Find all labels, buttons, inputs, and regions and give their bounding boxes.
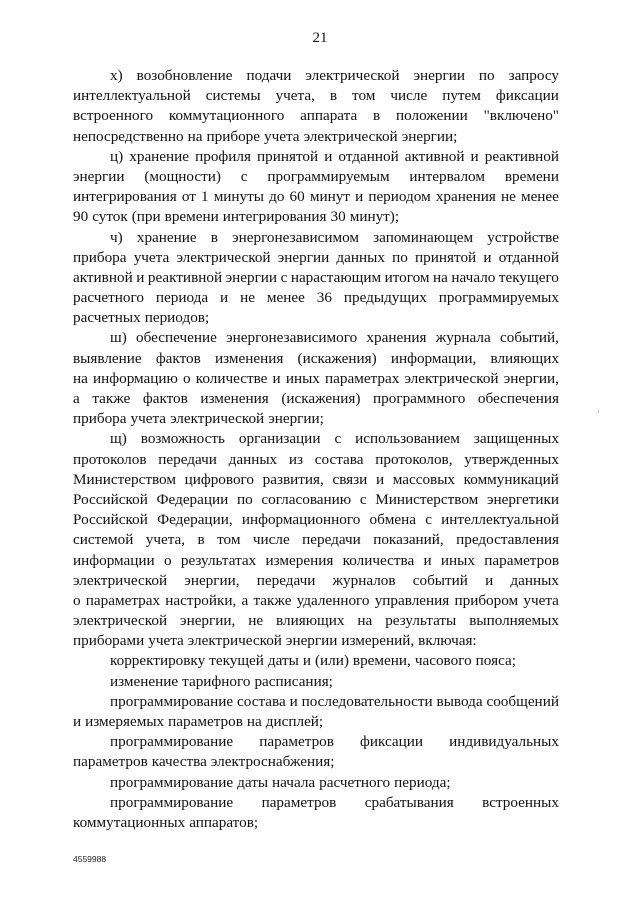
text-line: Российской Федерации по согласованию с Министерством энергетики — [73, 490, 559, 508]
text-line: параметров качества электроснабжения; — [73, 753, 335, 771]
paragraph-x — [73, 66, 559, 147]
text-line: активной и реактивной энергии с нарастающим итогом на начало текущего — [73, 268, 559, 286]
text-line: ч) хранение в энергонезависимом запоминающем устройстве — [110, 228, 559, 246]
text-line: выявление фактов изменения (искажения) информации, влияющих — [73, 349, 559, 367]
text-line: изменение тарифного расписания; — [110, 672, 333, 690]
paragraph-display — [73, 692, 559, 732]
text-line: Министерством цифрового развития, связи и массовых коммуникаций — [73, 470, 559, 488]
text-line: электрической энергии, передачи журналов событий и данных — [73, 571, 559, 589]
text-line: корректировку текущей даты и (или) времени, часового пояса; — [110, 652, 516, 670]
text-line: прибора учета электрической энергии; — [73, 410, 324, 428]
text-line: 90 суток (при времени интегрирования 30 минут); — [73, 208, 400, 226]
paragraph-tariff — [73, 672, 559, 692]
text-line: непосредственно на приборе учета электрической энергии; — [73, 127, 458, 145]
text-line: щ) возможность организации с использованием защищенных — [110, 430, 559, 448]
text-line: программирование параметров фиксации индивидуальных — [110, 733, 559, 751]
page-number: 21 — [312, 30, 328, 46]
paragraph-quality — [73, 732, 559, 772]
document-body — [73, 66, 559, 833]
document-id: 4559988 — [73, 854, 107, 864]
text-line: программирование параметров срабатывания встроенных — [110, 793, 559, 811]
paragraph-date-time — [73, 651, 559, 671]
text-line: программирование даты начала расчетного периода; — [110, 773, 451, 791]
text-line: коммутационных аппаратов; — [73, 813, 259, 831]
text-line: информации о результатах измерения количества и иных параметров — [73, 551, 559, 569]
text-line: интеллектуальной системы учета, в том числе путем фиксации — [73, 87, 559, 105]
paragraph-shch — [73, 429, 559, 651]
text-line: электрической энергии, не влияющих на результаты выполняемых — [73, 612, 559, 630]
text-line: расчетных периодов; — [73, 309, 210, 327]
text-line: приборами учета электрической энергии измерений, включая: — [73, 632, 477, 650]
text-line: х) возобновление подачи электрической энергии по запросу — [110, 67, 559, 84]
paragraph-ts — [73, 147, 559, 228]
text-line: расчетного периода и не менее 36 предыдущих программируемых — [73, 289, 559, 307]
text-line: Российской Федерации, информационного обмена с интеллектуальной — [73, 511, 559, 529]
paragraph-billing-date — [73, 773, 559, 793]
text-line: ц) хранение профиля принятой и отданной активной и реактивной — [110, 147, 559, 165]
text-line: и измеряемых параметров на дисплей; — [73, 713, 324, 730]
text-line: прибора учета электрической энергии данных по принятой и отданной — [73, 248, 559, 266]
paragraph-sh — [73, 328, 559, 429]
paragraph-switching — [73, 793, 559, 833]
text-line: а также фактов изменения (искажения) программного обеспечения — [73, 390, 559, 407]
text-line: интегрирования от 1 минуты до 60 минут и периодом хранения не менее — [73, 188, 559, 206]
text-line: встроенного коммутационного аппарата в положении "включено" — [73, 107, 559, 125]
paragraph-ch — [73, 228, 559, 329]
text-line: ш) обеспечение энергонезависимого хранения журнала событий, — [110, 329, 559, 347]
text-line: протоколов передачи данных из состава протоколов, утвержденных — [73, 450, 559, 468]
text-line: о параметрах настройки, а также удаленного управления прибором учета — [73, 591, 559, 609]
margin-mark — [598, 410, 599, 413]
text-line: системой учета, в том числе передачи показаний, предоставления — [73, 531, 559, 549]
text-line: энергии (мощности) с программируемым интервалом времени — [73, 167, 559, 185]
text-line: программирование состава и последовательности вывода сообщений — [110, 692, 559, 710]
text-line: на информацию о количестве и иных параметрах электрической энергии, — [73, 369, 559, 387]
